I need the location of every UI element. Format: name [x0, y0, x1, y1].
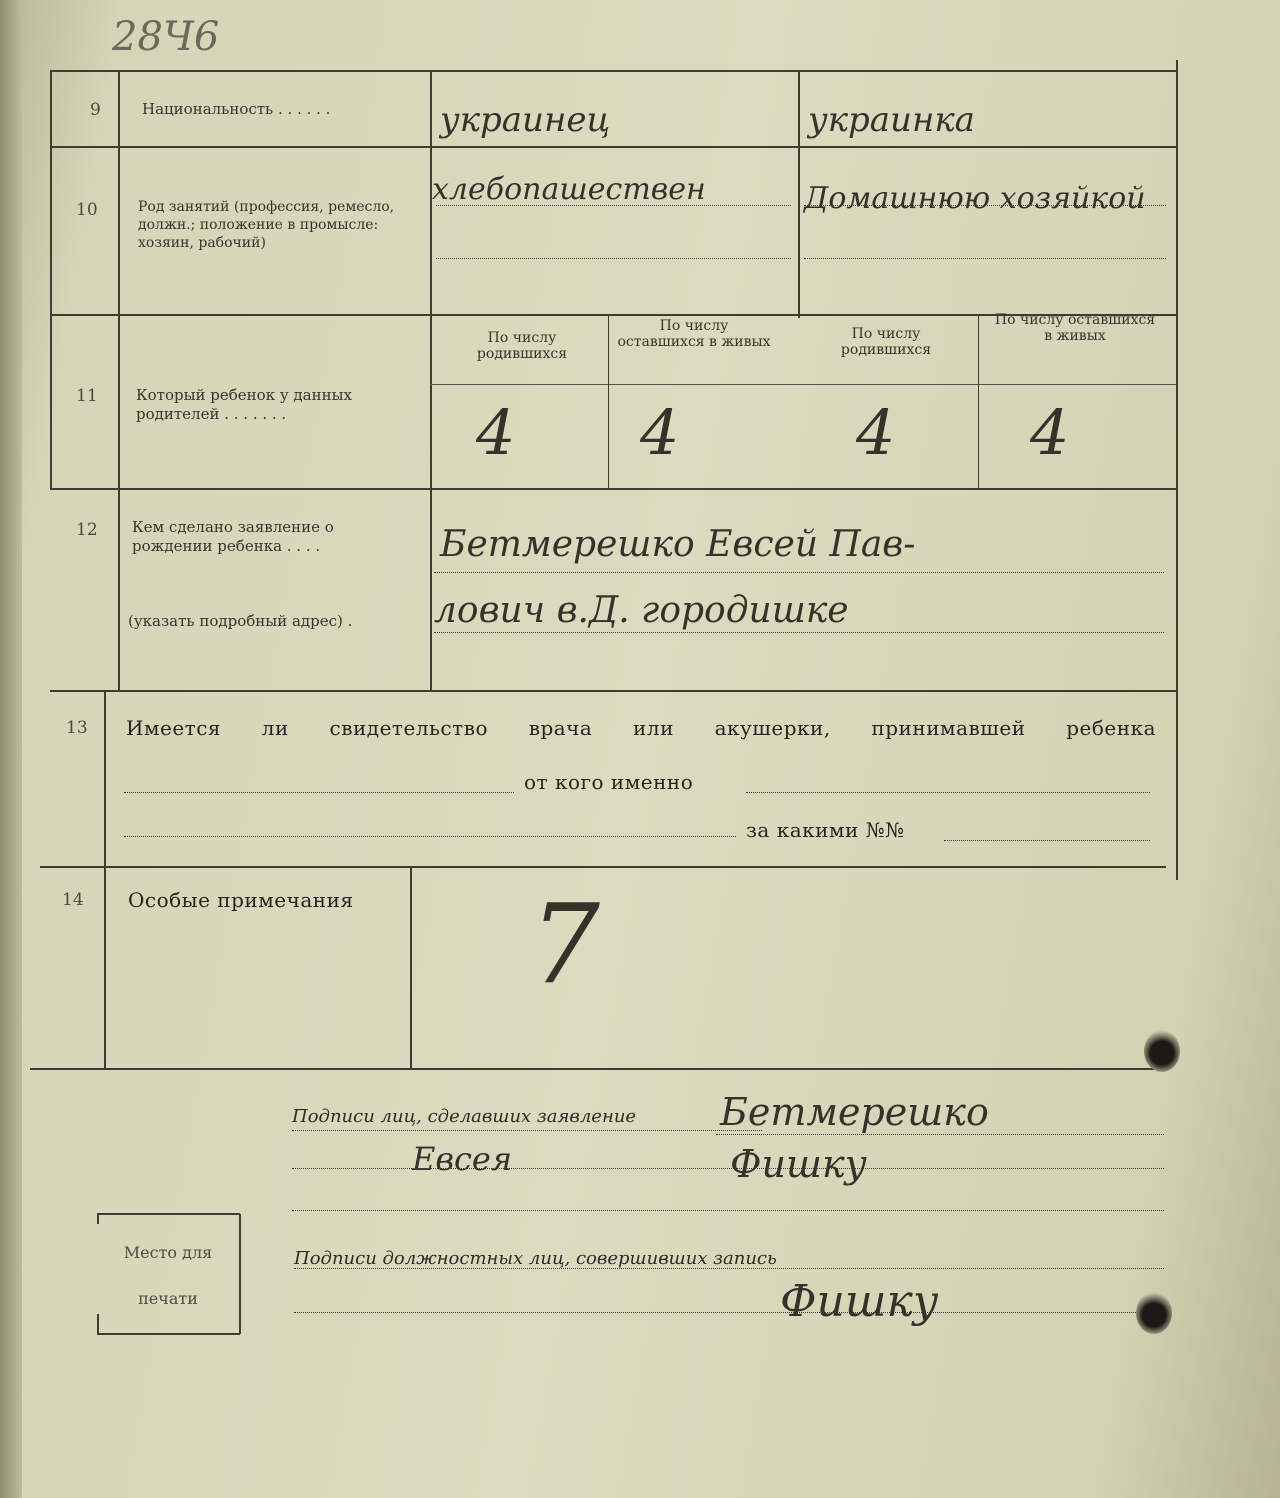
archive-number: 28Ч6 — [112, 14, 220, 60]
declarant-name: Бетмерешко Евсей Пав- — [440, 524, 916, 565]
mother-nationality: украинка — [808, 100, 975, 140]
officials-signature-label: Подписи должностных лиц, совершивших запись — [294, 1248, 777, 1269]
value-alive: 4 — [640, 396, 680, 469]
dotted-line — [124, 792, 514, 793]
father-mother-divider — [798, 70, 800, 318]
row9-bottom — [50, 146, 1178, 148]
dotted-line — [716, 1134, 1164, 1135]
table-top-border — [50, 70, 1178, 72]
row-label-certificate: Имеется ли свидетельство врача или акушерки, принимавшей ребенка — [126, 716, 1156, 740]
binding-hole — [1136, 1292, 1172, 1334]
row-number: 10 — [76, 200, 98, 220]
row-label-nationality: Национальность . . . . . . — [142, 100, 331, 118]
dotted-line — [434, 572, 1164, 573]
declarant-signature: Евсея — [412, 1140, 513, 1178]
dotted-line — [294, 1268, 1164, 1269]
row-number: 12 — [76, 520, 98, 540]
value-born: 4 — [476, 396, 516, 469]
row-number: 11 — [76, 386, 98, 406]
declarant-signature: Бетмерешко — [720, 1090, 989, 1134]
which-numbers-label: за какими №№ — [746, 818, 905, 842]
table-right-border — [1176, 60, 1178, 880]
number-column-divider — [118, 70, 120, 690]
dotted-line — [292, 1210, 1164, 1211]
stamp-label-line2: печати — [138, 1289, 198, 1308]
remarks-divider — [410, 866, 412, 1068]
dotted-line — [434, 632, 1164, 633]
row-label-child-order: Который ребенок у данных родителей . . . . . . . — [136, 386, 352, 423]
dotted-line — [944, 840, 1150, 841]
father-occupation: хлебопашествен — [432, 172, 706, 207]
mother-occupation: Домашнюю хозяйкой — [804, 181, 1146, 216]
subheader-born: По числу родившихся — [840, 326, 932, 358]
value-alive: 4 — [1030, 396, 1070, 469]
stamp-box — [94, 1210, 242, 1338]
row-label-remarks: Особые примечания — [128, 888, 354, 912]
stamp-label-line1: Место для — [123, 1243, 213, 1262]
row12-bottom — [50, 690, 1178, 692]
row-label-occupation: Род занятий (профессия, ремесло, должн.; положение в промысле: хозяин, рабочий) — [138, 199, 395, 251]
value-born: 4 — [856, 396, 896, 469]
table-left-border — [50, 70, 52, 490]
dotted-line — [124, 836, 736, 837]
dotted-line — [746, 792, 1150, 793]
row-number: 13 — [66, 718, 88, 738]
subcolumn-divider — [608, 314, 609, 488]
row-label-declarant: Кем сделано заявление о рождении ребенка . . . . — [132, 518, 334, 555]
page-edge — [0, 0, 22, 1498]
subheader-born: По числу родившихся — [476, 330, 568, 362]
remarks-value: 7 — [530, 880, 600, 1008]
subheader-alive: По числу оставшихся в живых — [994, 312, 1156, 344]
dotted-line — [292, 1168, 1164, 1169]
subheader-divider — [430, 384, 1176, 385]
declarant-signature: Фишку — [730, 1142, 867, 1186]
row11-bottom — [50, 488, 1178, 490]
binding-hole — [1144, 1030, 1180, 1072]
dotted-line — [292, 1130, 762, 1131]
row-number: 9 — [90, 100, 101, 120]
from-whom-label: от кого именно — [524, 770, 694, 794]
father-nationality: украинец — [440, 100, 611, 140]
row13-bottom — [40, 866, 1166, 868]
subheader-alive: По числу оставшихся в живых — [617, 318, 771, 350]
number-column-divider-lower — [104, 690, 106, 1070]
label-column-divider — [430, 70, 432, 690]
row-label-address: (указать подробный адрес) . — [128, 612, 353, 630]
row-number: 14 — [62, 890, 84, 910]
declarants-signature-label: Подписи лиц, сделавших заявление — [292, 1106, 637, 1127]
dotted-line — [804, 258, 1166, 259]
dotted-line — [436, 258, 791, 259]
official-signature: Фишку — [780, 1276, 939, 1327]
dotted-line — [294, 1312, 1164, 1313]
declarant-address: лович в.Д. городишке — [434, 590, 849, 631]
subcolumn-divider — [978, 314, 979, 488]
row14-bottom — [30, 1068, 1166, 1070]
